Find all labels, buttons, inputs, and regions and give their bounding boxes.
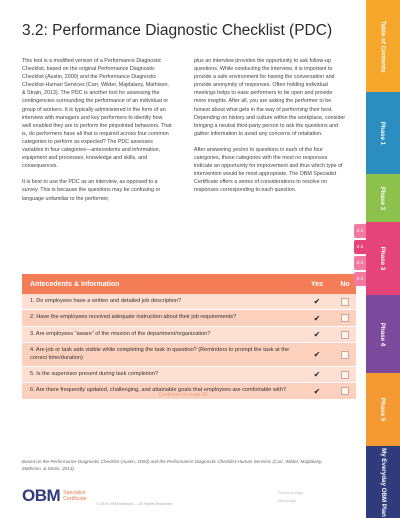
obm-logo [22,486,87,506]
logo-subtitle [63,490,86,502]
yes-checkmark-icon[interactable]: ✔ [313,330,321,340]
table-header-title: Antecedents & Information [30,280,120,288]
checkbox-icon [341,331,349,339]
continued-link[interactable]: Continues on page 25 [158,392,208,398]
right-paragraph-2: After answering yes/no to questions in each of the four categories, those categories with the most no responses indicate an opportunity for improvement and thus which type of intervention would be most appropriate. The OBM Specialist Certificate offers a series of considerations to resolve no responses corresponding to each question. [194,146,343,194]
no-column-header: No [340,280,350,288]
checkbox-icon [341,298,349,306]
checkbox-icon [341,371,349,379]
tab-label: Phase 3 [379,246,387,271]
page-title: 3.2: Performance Diagnostic Checklist (PDC) [22,22,333,39]
tab-phase-4[interactable] [366,295,400,373]
logo-sub-line-2: Certificate [63,496,87,502]
tab-label: Table of Contents [379,20,387,72]
footnote: Based on the Performance Diagnostic Checklist (Austin, 2000) and the Performance Diagnostic Checklist-Human Services (Carr, Wilder, Majdalany, Mathisen, & Strain, 2013). [22,459,323,471]
subtab-3-4[interactable]: 3.4 [354,272,366,286]
tab-phase-5[interactable] [366,373,400,446]
question-text: 5. Is the supervisor present during task completion? [30,371,159,378]
footer-nav [278,489,304,505]
tab-phase-3[interactable] [366,222,400,295]
yes-checkmark-icon[interactable]: ✔ [313,313,321,323]
left-column [22,57,172,211]
no-checkbox[interactable] [334,371,356,379]
left-paragraph-2: It is best to use the PDC as an interview, as opposed to a survey. This is because the questions may be confusing or language unfamiliar to the performer, [22,179,161,202]
tab-label: Phase 4 [379,322,387,346]
yes-checkmark-icon[interactable]: ✔ [313,297,321,307]
checkbox-icon [341,351,349,359]
question-text: 4. Are job or task aids visible while completing the task in question? (Reminders to prompt the task at the correct time/duration) [30,347,289,361]
question-text: 3. Are employees “aware” of the mission of the department/organization? [30,330,211,337]
tab-label: Phase 2 [379,186,387,210]
tab-label: Phase 5 [379,397,387,422]
table-header [22,274,356,294]
next-page-link[interactable]: Next page [278,498,297,503]
yes-column-header: Yes [310,280,324,288]
no-checkbox[interactable] [334,298,356,306]
checkbox-icon [341,314,349,322]
table-row [22,327,356,343]
table-row [22,294,356,310]
question-text: 6. Are there frequently updated, challenging, and attainable goals that employees are comfortable with? [30,387,286,394]
yes-checkmark-icon[interactable]: ✔ [313,386,321,396]
question-text: 2. Have the employees received adequate instruction about their job requirements? [30,314,237,321]
tab-label: My Everyday OBM Plan [379,447,387,517]
yes-checkmark-icon[interactable]: ✔ [313,350,321,360]
left-paragraph-1: This tool is a modified version of a Performance Diagnostic Checklist, based on the original Performance Diagnostic Checklist (Austin, 2000) and the Performance Diagnostic Checklist-Human Services (Carr, Wilder, Majdalany, Mathisen, & Strain, 2013). The PDC is another tool for assessing the contingencies surrounding the performance of an individual or group of workers. It is typically administered in the form of an interview with managers and key performers to identify how well enabled they are to perform the pinpointed behaviors. That is, do performers have all that is required across four common categories to perform as expected? The PDC assesses variables in four categories—antecedents and information, equipment and processes, knowledge and skills, and consequences. [22,58,172,170]
table-row [22,310,356,326]
tab-table-of-contents[interactable] [366,0,400,92]
subtab-3-1[interactable]: 3.1 [354,224,366,238]
table-row [22,343,356,367]
subtab-3-3[interactable]: 3.3 [354,256,366,270]
logo-sub-line-1: Specialist [63,489,86,496]
logo-word: OBM [22,486,61,505]
no-checkbox[interactable] [334,351,356,359]
checklist-table [22,274,356,400]
yes-checkmark-icon[interactable]: ✔ [313,370,321,380]
right-paragraph-1: plus an interview provides the opportunity to ask follow-up questions. While conducting the interview, it is important to provide a safe environment for having the conversation and provide anonymity of responses. Often holding individual meetings helps to ease performers to be open and provide more insights. After all, you are asking the performer to be honest about what gets in the way of performing their best. Depending on history and culture within the workplace, consider bringing a neutral third-party person to ask the questions and gather information to avoid any concerns of retaliation. [194,58,346,137]
copyright: © 2019 OBM Network — All Rights Reserved [96,502,173,506]
tab-phase-1[interactable] [366,92,400,174]
subtab-3-2[interactable]: 3.2 [354,240,366,254]
question-text: 1. Do employees have a written and detailed job description? [30,298,182,304]
side-tabs [356,0,400,518]
no-checkbox[interactable] [334,331,356,339]
previous-page-link[interactable]: Previous page [278,490,304,495]
tab-phase-2[interactable] [366,174,400,222]
tab-my-everyday-obm-plan[interactable] [366,446,400,518]
table-row [22,367,356,383]
right-column [194,57,346,203]
no-checkbox[interactable] [334,314,356,322]
tab-label: Phase 1 [379,121,387,145]
